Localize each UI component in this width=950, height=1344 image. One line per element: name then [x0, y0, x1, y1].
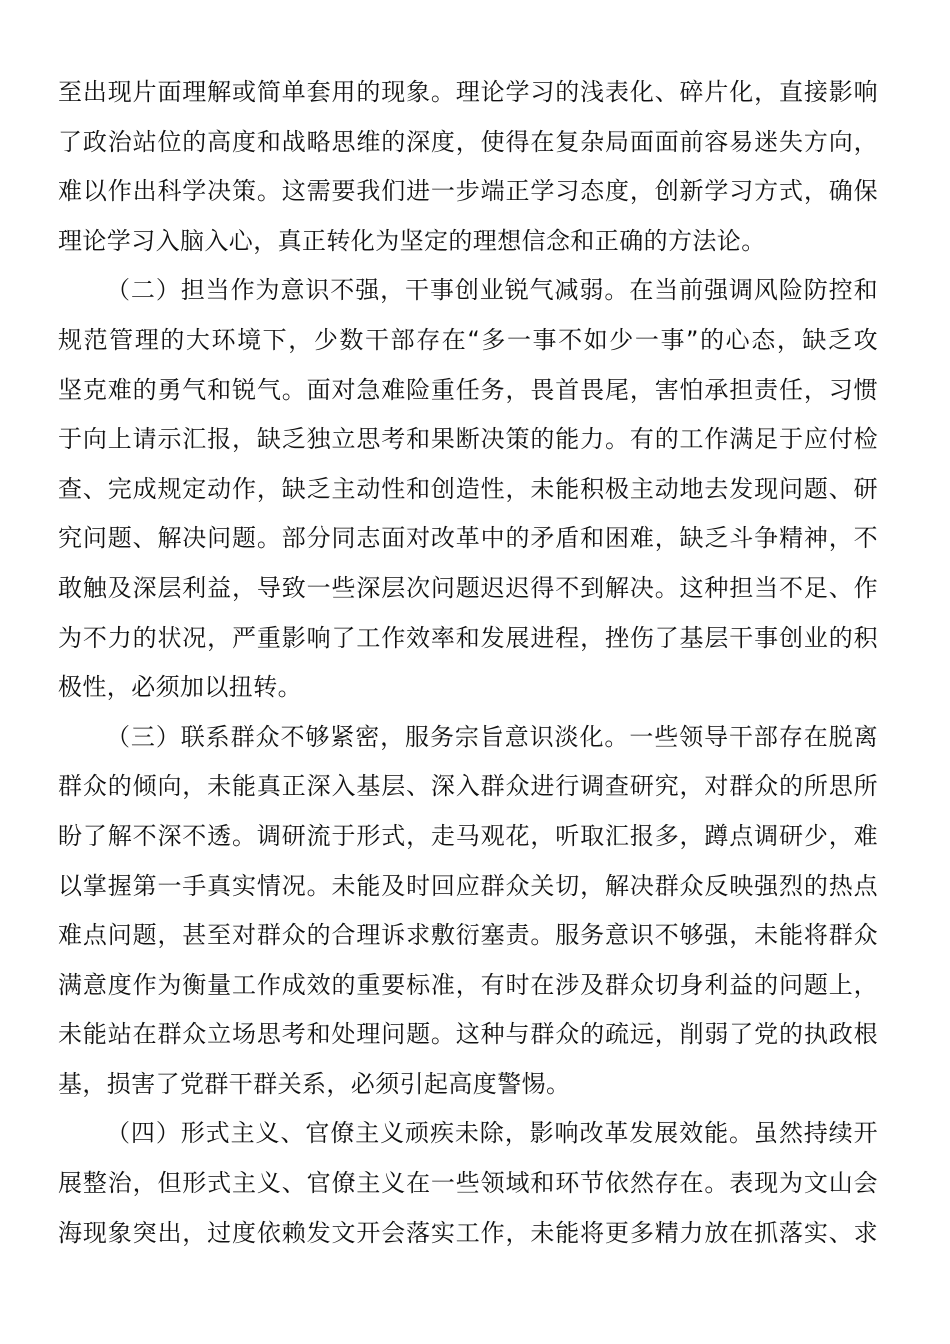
- text-line: 于向上请示汇报，缺乏独立思考和果断决策的能力。有的工作满足于应付检: [58, 425, 878, 454]
- text-line: 海现象突出，过度依赖发文开会落实工作，未能将更多精力放在抓落实、求: [58, 1218, 878, 1247]
- text-line: 群众的倾向，未能真正深入基层、深入群众进行调查研究，对群众的所思所: [58, 772, 878, 801]
- paragraph-study-continuation: [58, 68, 878, 266]
- text-line: （三）联系群众不够紧密，服务宗旨意识淡化。一些领导干部存在脱离: [106, 722, 878, 751]
- text-line: 至出现片面理解或简单套用的现象。理论学习的浅表化、碎片化，直接影响: [58, 78, 878, 106]
- text-line: 难点问题，甚至对群众的合理诉求敷衍塞责。服务意识不够强，未能将群众: [58, 921, 878, 950]
- text-line: （二）担当作为意识不强，干事创业锐气减弱。在当前强调风险防控和: [106, 276, 878, 305]
- paragraph-section-four: [58, 1109, 878, 1258]
- text-line: 究问题、解决问题。部分同志面对改革中的矛盾和困难，缺乏斗争精神，不: [58, 524, 878, 553]
- text-line: 以掌握第一手真实情况。未能及时回应群众关切，解决群众反映强烈的热点: [58, 871, 878, 900]
- text-line: 为不力的状况，严重影响了工作效率和发展进程，挫伤了基层干事创业的积: [58, 623, 878, 652]
- text-line: 了政治站位的高度和战略思维的深度，使得在复杂局面面前容易迷失方向，: [58, 127, 878, 156]
- paragraph-section-two: [58, 266, 878, 712]
- text-line: 理论学习入脑入心，真正转化为坚定的理想信念和正确的方法论。: [58, 226, 766, 255]
- document-body: [58, 68, 878, 1258]
- text-line: 查、完成规定动作，缺乏主动性和创造性，未能积极主动地去发现问题、研: [58, 474, 878, 503]
- paragraph-section-three: [58, 713, 878, 1110]
- text-line: 满意度作为衡量工作成效的重要标准，有时在涉及群众切身利益的问题上，: [58, 970, 878, 999]
- text-line: 基，损害了党群干群关系，必须引起高度警惕。: [58, 1069, 571, 1098]
- text-line: 敢触及深层利益，导致一些深层次问题迟迟得不到解决。这种担当不足、作: [58, 573, 878, 602]
- text-line: 规范管理的大环境下，少数干部存在“多一事不如少一事”的心态，缺乏攻: [58, 325, 878, 354]
- text-line: 坚克难的勇气和锐气。面对急难险重任务，畏首畏尾，害怕承担责任，习惯: [58, 375, 878, 404]
- text-line: 极性，必须加以扭转。: [58, 673, 302, 702]
- text-line: 盼了解不深不透。调研流于形式，走马观花，听取汇报多，蹲点调研少，难: [58, 821, 878, 850]
- text-line: 展整治，但形式主义、官僚主义在一些领域和环节依然存在。表现为文山会: [58, 1169, 878, 1198]
- text-line: 未能站在群众立场思考和处理问题。这种与群众的疏远，削弱了党的执政根: [58, 1020, 878, 1049]
- text-line: 难以作出科学决策。这需要我们进一步端正学习态度，创新学习方式，确保: [58, 177, 878, 206]
- text-line: （四）形式主义、官僚主义顽疾未除，影响改革发展效能。虽然持续开: [106, 1119, 878, 1148]
